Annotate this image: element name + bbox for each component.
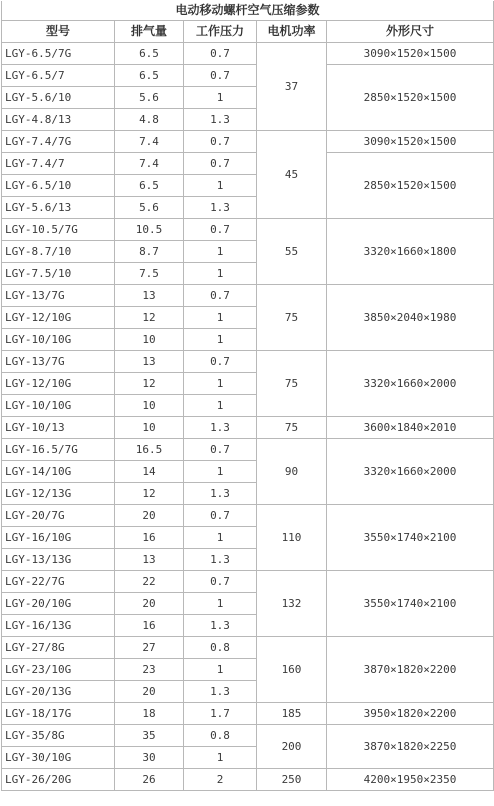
flow-cell: 18 bbox=[115, 703, 184, 725]
pressure-cell: 1 bbox=[184, 527, 257, 549]
title-row bbox=[2, 1, 494, 21]
header-dimensions: 外形尺寸 bbox=[327, 21, 494, 43]
model-cell: LGY-7.5/10 bbox=[2, 263, 115, 285]
model-cell: LGY-13/13G bbox=[2, 549, 115, 571]
model-cell: LGY-12/10G bbox=[2, 307, 115, 329]
dimensions-cell: 3850×2040×1980 bbox=[327, 285, 494, 351]
pressure-cell: 0.7 bbox=[184, 505, 257, 527]
flow-cell: 10 bbox=[115, 395, 184, 417]
power-cell: 37 bbox=[257, 43, 327, 131]
model-cell: LGY-10.5/7G bbox=[2, 219, 115, 241]
model-cell: LGY-14/10G bbox=[2, 461, 115, 483]
flow-cell: 13 bbox=[115, 285, 184, 307]
model-cell: LGY-35/8G bbox=[2, 725, 115, 747]
pressure-cell: 0.7 bbox=[184, 571, 257, 593]
dimensions-cell: 2850×1520×1500 bbox=[327, 65, 494, 131]
power-cell: 75 bbox=[257, 417, 327, 439]
model-cell: LGY-16.5/7G bbox=[2, 439, 115, 461]
power-cell: 55 bbox=[257, 219, 327, 285]
table-row bbox=[2, 703, 494, 725]
pressure-cell: 1.3 bbox=[184, 549, 257, 571]
pressure-cell: 0.7 bbox=[184, 65, 257, 87]
model-cell: LGY-18/17G bbox=[2, 703, 115, 725]
power-cell: 45 bbox=[257, 131, 327, 219]
flow-cell: 6.5 bbox=[115, 65, 184, 87]
power-cell: 160 bbox=[257, 637, 327, 703]
model-cell: LGY-12/13G bbox=[2, 483, 115, 505]
table-row bbox=[2, 65, 494, 87]
flow-cell: 10 bbox=[115, 417, 184, 439]
model-cell: LGY-6.5/7G bbox=[2, 43, 115, 65]
dimensions-cell: 2850×1520×1500 bbox=[327, 153, 494, 219]
model-cell: LGY-16/10G bbox=[2, 527, 115, 549]
flow-cell: 20 bbox=[115, 505, 184, 527]
flow-cell: 35 bbox=[115, 725, 184, 747]
table-row bbox=[2, 153, 494, 175]
pressure-cell: 1 bbox=[184, 373, 257, 395]
pressure-cell: 0.7 bbox=[184, 219, 257, 241]
pressure-cell: 1 bbox=[184, 87, 257, 109]
flow-cell: 5.6 bbox=[115, 87, 184, 109]
header-pressure: 工作压力 bbox=[184, 21, 257, 43]
flow-cell: 13 bbox=[115, 351, 184, 373]
model-cell: LGY-23/10G bbox=[2, 659, 115, 681]
flow-cell: 12 bbox=[115, 483, 184, 505]
flow-cell: 16 bbox=[115, 527, 184, 549]
pressure-cell: 1 bbox=[184, 263, 257, 285]
pressure-cell: 0.7 bbox=[184, 131, 257, 153]
header-flow: 排气量 bbox=[115, 21, 184, 43]
table-title: 电动移动螺杆空气压缩参数 bbox=[2, 1, 494, 21]
dimensions-cell: 3320×1660×2000 bbox=[327, 351, 494, 417]
flow-cell: 6.5 bbox=[115, 175, 184, 197]
pressure-cell: 1 bbox=[184, 461, 257, 483]
flow-cell: 13 bbox=[115, 549, 184, 571]
flow-cell: 7.4 bbox=[115, 131, 184, 153]
model-cell: LGY-20/7G bbox=[2, 505, 115, 527]
flow-cell: 10 bbox=[115, 329, 184, 351]
table-row bbox=[2, 219, 494, 241]
model-cell: LGY-6.5/10 bbox=[2, 175, 115, 197]
model-cell: LGY-13/7G bbox=[2, 351, 115, 373]
pressure-cell: 1.3 bbox=[184, 483, 257, 505]
pressure-cell: 1.7 bbox=[184, 703, 257, 725]
model-cell: LGY-10/10G bbox=[2, 329, 115, 351]
model-cell: LGY-13/7G bbox=[2, 285, 115, 307]
pressure-cell: 2 bbox=[184, 769, 257, 791]
pressure-cell: 1.3 bbox=[184, 197, 257, 219]
pressure-cell: 0.7 bbox=[184, 43, 257, 65]
dimensions-cell: 3870×1820×2250 bbox=[327, 725, 494, 769]
dimensions-cell: 3600×1840×2010 bbox=[327, 417, 494, 439]
flow-cell: 16.5 bbox=[115, 439, 184, 461]
power-cell: 250 bbox=[257, 769, 327, 791]
model-cell: LGY-26/20G bbox=[2, 769, 115, 791]
flow-cell: 10.5 bbox=[115, 219, 184, 241]
flow-cell: 7.4 bbox=[115, 153, 184, 175]
flow-cell: 27 bbox=[115, 637, 184, 659]
table-body bbox=[2, 43, 494, 791]
model-cell: LGY-10/10G bbox=[2, 395, 115, 417]
dimensions-cell: 3320×1660×2000 bbox=[327, 439, 494, 505]
model-cell: LGY-4.8/13 bbox=[2, 109, 115, 131]
table-row bbox=[2, 769, 494, 791]
pressure-cell: 1.3 bbox=[184, 417, 257, 439]
power-cell: 200 bbox=[257, 725, 327, 769]
header-row bbox=[2, 21, 494, 43]
flow-cell: 30 bbox=[115, 747, 184, 769]
flow-cell: 20 bbox=[115, 593, 184, 615]
flow-cell: 12 bbox=[115, 307, 184, 329]
pressure-cell: 1 bbox=[184, 747, 257, 769]
model-cell: LGY-6.5/7 bbox=[2, 65, 115, 87]
dimensions-cell: 4200×1950×2350 bbox=[327, 769, 494, 791]
model-cell: LGY-22/7G bbox=[2, 571, 115, 593]
table-row bbox=[2, 637, 494, 659]
model-cell: LGY-20/13G bbox=[2, 681, 115, 703]
table-row bbox=[2, 417, 494, 439]
header-power: 电机功率 bbox=[257, 21, 327, 43]
power-cell: 75 bbox=[257, 351, 327, 417]
pressure-cell: 1 bbox=[184, 241, 257, 263]
pressure-cell: 0.8 bbox=[184, 725, 257, 747]
dimensions-cell: 3320×1660×1800 bbox=[327, 219, 494, 285]
dimensions-cell: 3550×1740×2100 bbox=[327, 571, 494, 637]
pressure-cell: 1 bbox=[184, 659, 257, 681]
pressure-cell: 1 bbox=[184, 175, 257, 197]
pressure-cell: 1 bbox=[184, 329, 257, 351]
pressure-cell: 0.7 bbox=[184, 153, 257, 175]
flow-cell: 23 bbox=[115, 659, 184, 681]
table-row bbox=[2, 131, 494, 153]
table-row bbox=[2, 285, 494, 307]
power-cell: 110 bbox=[257, 505, 327, 571]
flow-cell: 5.6 bbox=[115, 197, 184, 219]
flow-cell: 16 bbox=[115, 615, 184, 637]
model-cell: LGY-27/8G bbox=[2, 637, 115, 659]
flow-cell: 6.5 bbox=[115, 43, 184, 65]
model-cell: LGY-12/10G bbox=[2, 373, 115, 395]
pressure-cell: 1 bbox=[184, 593, 257, 615]
pressure-cell: 1.3 bbox=[184, 681, 257, 703]
power-cell: 185 bbox=[257, 703, 327, 725]
pressure-cell: 0.7 bbox=[184, 285, 257, 307]
table-row bbox=[2, 351, 494, 373]
flow-cell: 7.5 bbox=[115, 263, 184, 285]
flow-cell: 4.8 bbox=[115, 109, 184, 131]
dimensions-cell: 3090×1520×1500 bbox=[327, 43, 494, 65]
table-row bbox=[2, 571, 494, 593]
pressure-cell: 1.3 bbox=[184, 615, 257, 637]
pressure-cell: 0.8 bbox=[184, 637, 257, 659]
flow-cell: 8.7 bbox=[115, 241, 184, 263]
model-cell: LGY-20/10G bbox=[2, 593, 115, 615]
flow-cell: 14 bbox=[115, 461, 184, 483]
model-cell: LGY-10/13 bbox=[2, 417, 115, 439]
header-model: 型号 bbox=[2, 21, 115, 43]
dimensions-cell: 3090×1520×1500 bbox=[327, 131, 494, 153]
flow-cell: 26 bbox=[115, 769, 184, 791]
pressure-cell: 1 bbox=[184, 307, 257, 329]
flow-cell: 22 bbox=[115, 571, 184, 593]
pressure-cell: 0.7 bbox=[184, 351, 257, 373]
model-cell: LGY-5.6/10 bbox=[2, 87, 115, 109]
power-cell: 132 bbox=[257, 571, 327, 637]
dimensions-cell: 3870×1820×2200 bbox=[327, 637, 494, 703]
spec-table bbox=[1, 1, 494, 791]
pressure-cell: 1 bbox=[184, 395, 257, 417]
power-cell: 75 bbox=[257, 285, 327, 351]
model-cell: LGY-5.6/13 bbox=[2, 197, 115, 219]
dimensions-cell: 3550×1740×2100 bbox=[327, 505, 494, 571]
model-cell: LGY-7.4/7G bbox=[2, 131, 115, 153]
pressure-cell: 1.3 bbox=[184, 109, 257, 131]
table-row bbox=[2, 505, 494, 527]
model-cell: LGY-8.7/10 bbox=[2, 241, 115, 263]
dimensions-cell: 3950×1820×2200 bbox=[327, 703, 494, 725]
table-row bbox=[2, 725, 494, 747]
flow-cell: 12 bbox=[115, 373, 184, 395]
power-cell: 90 bbox=[257, 439, 327, 505]
model-cell: LGY-16/13G bbox=[2, 615, 115, 637]
flow-cell: 20 bbox=[115, 681, 184, 703]
pressure-cell: 0.7 bbox=[184, 439, 257, 461]
model-cell: LGY-7.4/7 bbox=[2, 153, 115, 175]
table-row bbox=[2, 43, 494, 65]
table-row bbox=[2, 439, 494, 461]
model-cell: LGY-30/10G bbox=[2, 747, 115, 769]
